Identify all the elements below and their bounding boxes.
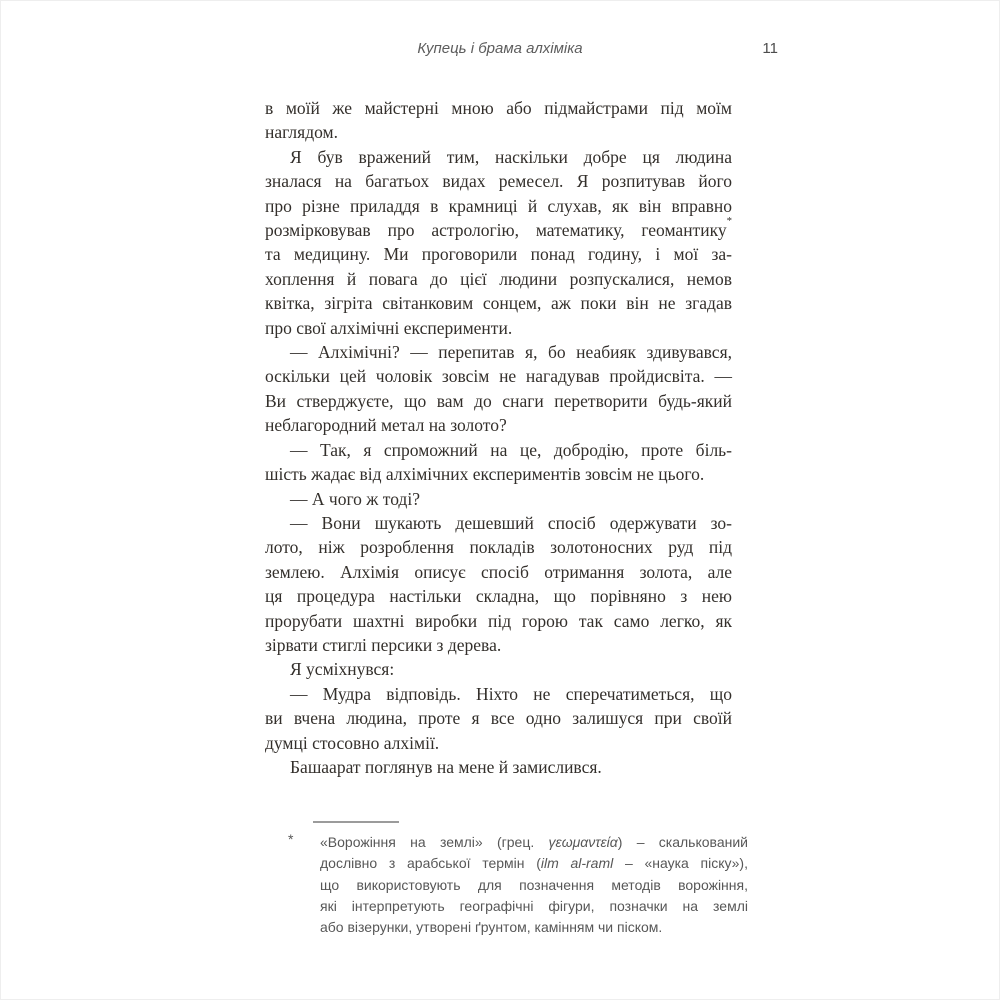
paragraph: [265, 96, 732, 145]
footnote-run: дослівно з арабської термін (: [320, 855, 541, 872]
body-line: Ви стверджуєте, що вам до снаги перетворити будь-який: [265, 390, 732, 411]
footnote-run: які інтерпретують географічні фігури, позначки на землі: [320, 897, 748, 914]
paragraph: [265, 755, 732, 779]
paragraph: [265, 657, 732, 681]
paragraph: [265, 682, 732, 755]
body-line: оскільки цей чоловік зовсім не нагадував пройдисвіта. —: [265, 366, 732, 387]
footnote-text: [320, 832, 748, 938]
footnote-line: [320, 853, 748, 874]
body-line: про свої алхімічні експерименти.: [265, 317, 513, 338]
body-line: землею. Алхімія описує спосіб отримання золота, але: [265, 561, 732, 582]
body-line: Башаарат поглянув на мене й замислився.: [290, 756, 602, 777]
footnote-run: що використовують для позначення методів ворожіння,: [320, 876, 748, 893]
body-line: Я був вражений тим, наскільки добре ця людина: [290, 146, 732, 167]
footnote-line: [320, 832, 748, 853]
footnote-marker: *: [288, 831, 294, 847]
footnote-italic-term: ilm al-raml: [540, 855, 614, 872]
footnote-run: «Ворожіння на землі» (грец.: [320, 834, 549, 850]
body-line: — Так, я спроможний на це, добродію, проте біль-: [290, 439, 732, 460]
body-line: — Вони шукають дешевший спосіб одержувати зо-: [290, 512, 732, 533]
footnote-line: [320, 875, 748, 896]
footnote-reference: *: [726, 215, 732, 228]
body-line: — Алхімічні? — перепитав я, бо неабияк здивувався,: [290, 342, 732, 363]
body-line: ця процедура настільки складна, що порівняно з нею: [265, 586, 732, 607]
paragraph: [265, 340, 732, 438]
paragraph: [265, 438, 732, 487]
body-line: та медицину. Ми проговорили понад годину, і мої за-: [265, 244, 732, 265]
body-line: неблагородний метал на золото?: [265, 415, 507, 436]
body-line: наглядом.: [265, 122, 338, 143]
body-line: — А чого ж тоді?: [290, 488, 420, 509]
paragraph: [265, 145, 732, 340]
body-line: зірвати стиглі персики з дерева.: [265, 634, 502, 655]
footnote-italic-term: γεωμαντεία: [548, 834, 618, 850]
body-line: ви вчена людина, проте я все одно залишуся при своїй: [265, 708, 732, 729]
footnote-line: [320, 917, 748, 938]
running-header-title: Купець і брама алхіміка: [417, 40, 583, 57]
footnote-run: або візерунки, утворені ґрунтом, камінням чи піском.: [320, 919, 663, 936]
body-line: розмірковував про астрологію, математику, геомантику*: [265, 215, 732, 241]
body-line: квітка, зігріта світанковим сонцем, аж поки він не згадав: [265, 293, 732, 314]
body-line: Я усміхнувся:: [290, 659, 395, 680]
body-line: прорубати шахтні виробки під горою так само легко, як: [265, 610, 732, 631]
body-line: шість жадає від алхімічних експериментів зовсім не цього.: [265, 464, 705, 485]
body-line: лото, ніж розроблення покладів золотоносних руд під: [265, 537, 732, 558]
body-line: — Мудра відповідь. Ніхто не сперечатиметься, що: [290, 683, 732, 704]
paragraph: [265, 487, 732, 511]
footnote-line: [320, 896, 748, 917]
footnote: [288, 832, 748, 938]
footnote-run: ) – скалькований: [617, 834, 748, 850]
paragraph: [265, 511, 732, 657]
body-line: думці стосовно алхімії.: [265, 732, 440, 753]
body-line: зналася на багатьох видах ремесел. Я розпитував його: [265, 171, 732, 192]
page-body: [265, 96, 732, 779]
footnote-separator: [313, 821, 399, 823]
body-line: в моїй же майстерні мною або підмайстрами під моїм: [265, 98, 732, 118]
running-header: [0, 40, 1000, 60]
page-number: 11: [762, 40, 778, 57]
body-line: про різне приладдя в крамниці й слухав, як він вправно: [265, 195, 732, 216]
body-line: хоплення й повага до цієї людини розпускалися, немов: [265, 268, 732, 289]
footnote-run: – «наука піску»),: [613, 855, 748, 872]
